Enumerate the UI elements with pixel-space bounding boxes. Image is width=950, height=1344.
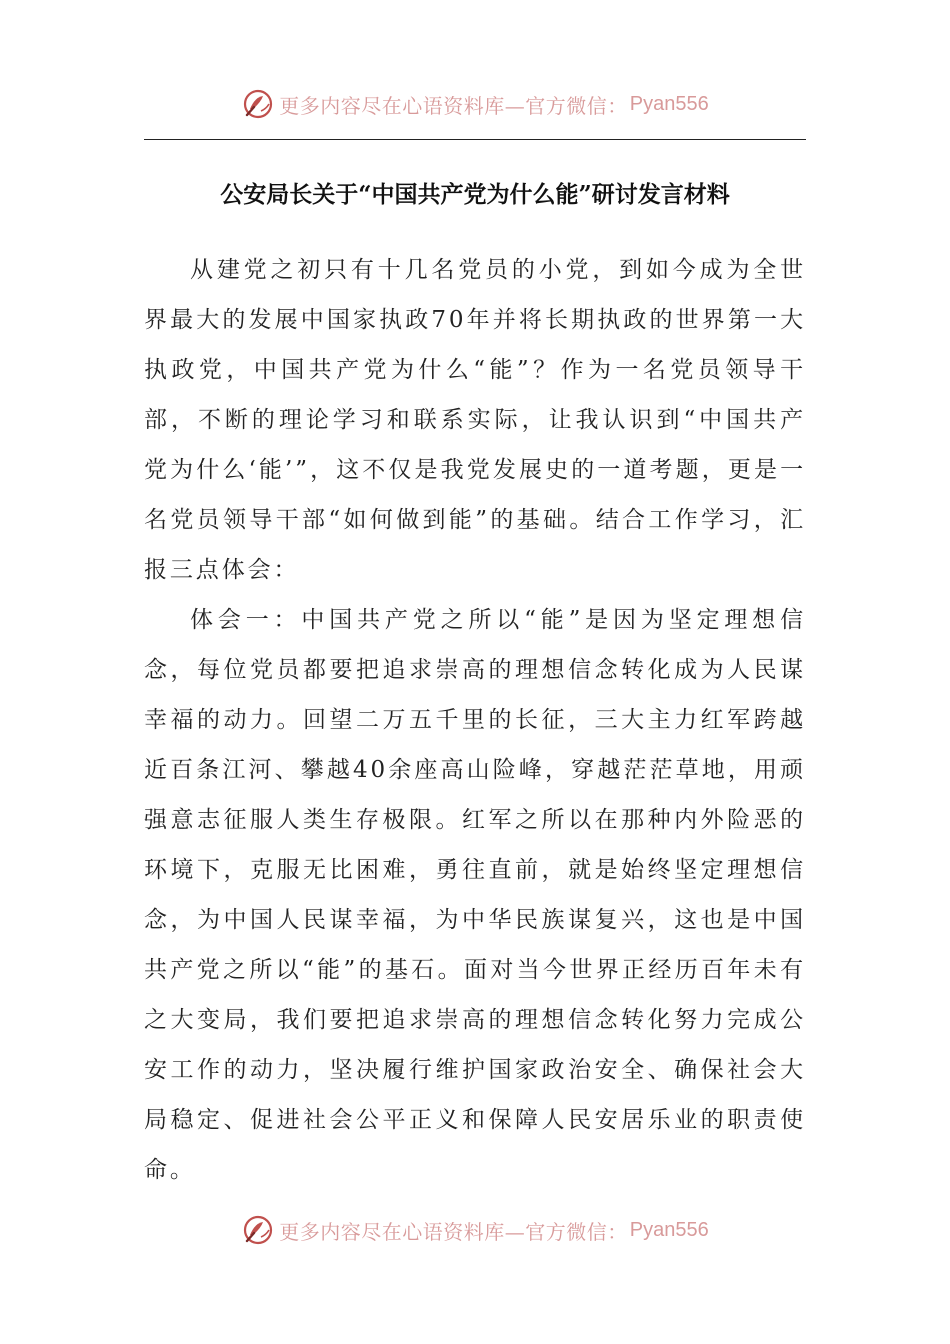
watermark-wechat-id: Pyan556 — [629, 92, 709, 115]
watermark-text: 更多内容尽在心语资料库—官方微信： — [279, 93, 628, 118]
pen-logo-icon — [241, 1213, 275, 1247]
watermark-header — [0, 84, 950, 124]
header-divider — [144, 139, 806, 140]
watermark-footer — [0, 1210, 950, 1250]
watermark-wechat-id: Pyan556 — [629, 1218, 709, 1241]
watermark-text: 更多内容尽在心语资料库—官方微信： — [279, 1219, 628, 1244]
paragraph-intro: 从建党之初只有十几名党员的小党，到如今成为全世界最大的发展中国家执政70年并将长期执政的世界第一大执政党，中国共产党为什么“能”？作为一名党员领导干部，不断的理论学习和联系实际，让我认识到“中国共产党为什么‘能’”，这不仅是我党发展史的一道考题，更是一名党员领导干部“如何做到能”的基础。结合工作学习，汇报三点体会： — [144, 257, 806, 583]
paragraph-insight-one: 体会一：中国共产党之所以“能”是因为坚定理想信念，每位党员都要把追求崇高的理想信念转化成为人民谋幸福的动力。回望二万五千里的长征，三大主力红军跨越近百条江河、攀越40余座高山险峰，穿越茫茫草地，用顽强意志征服人类生存极限。红军之所以在那种内外险恶的环境下，克服无比困难，勇往直前，就是始终坚定理想信念，为中国人民谋幸福，为中华民族谋复兴，这也是中国共产党之所以“能”的基石。面对当今世界正经历百年未有之大变局，我们要把追求崇高的理想信念转化努力完成公安工作的动力，坚决履行维护国家政治安全、确保社会大局稳定、促进社会公平正义和保障人民安居乐业的职责使命。 — [144, 607, 806, 1183]
pen-logo-icon — [241, 87, 275, 121]
document-title: 公安局长关于“中国共产党为什么能”研讨发言材料 — [220, 181, 730, 208]
document-body — [144, 245, 806, 1195]
